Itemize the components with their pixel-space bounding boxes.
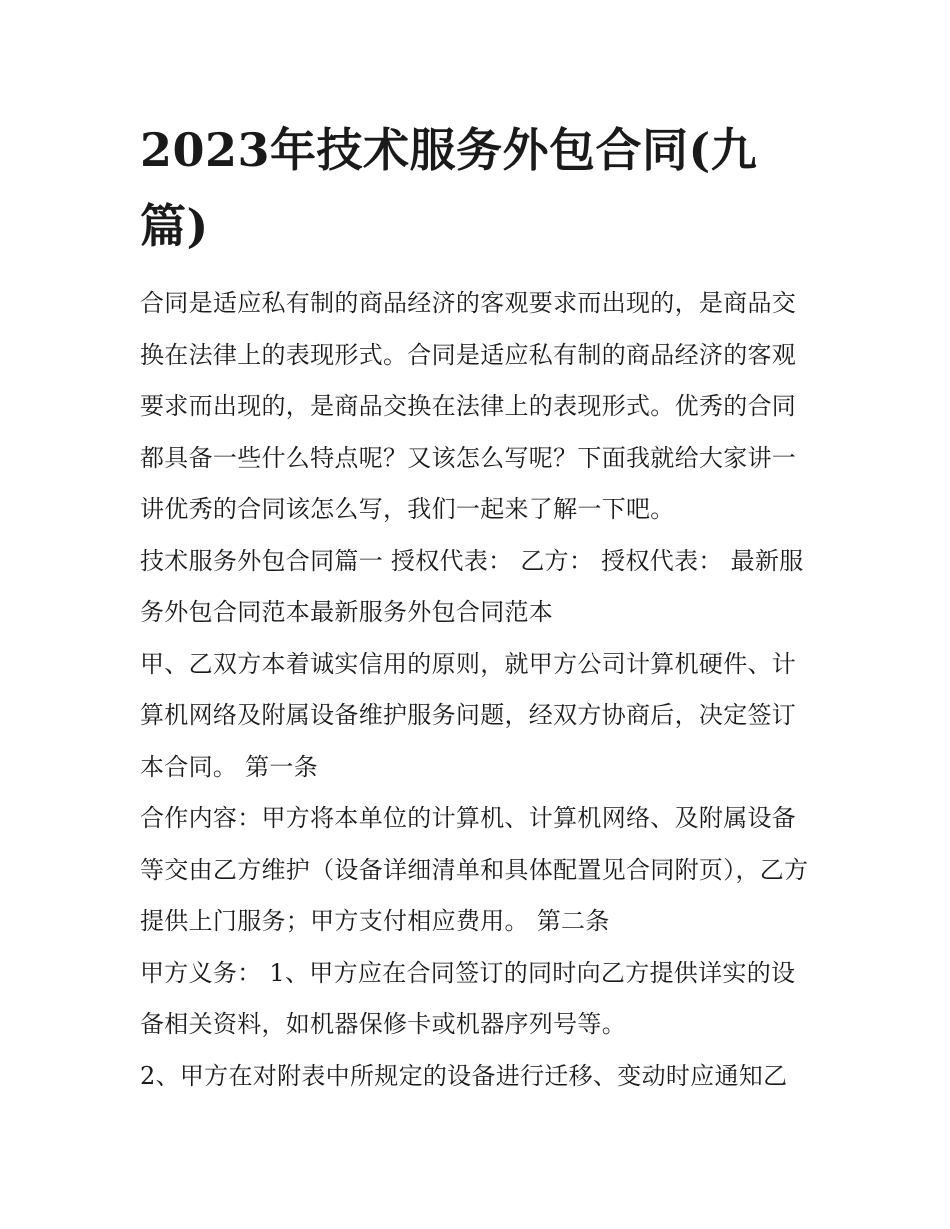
paragraph-party-a-relocation: 2、甲方在对附表中所规定的设备进行迁移、变动时应通知乙 xyxy=(140,1061,788,1090)
document-title: 2023年技术服务外包合同(九篇) xyxy=(140,123,758,253)
paragraph-preamble: 甲、乙双方本着诚实信用的原则，就甲方公司计算机硬件、计算机网络及附属设备维护服务问题，经双方协商后，决定签订本合同。 第一条 xyxy=(140,649,797,781)
paragraph-party-a-obligations: 甲方义务： 1、甲方应在合同签订的同时向乙方提供详实的设备相关资料，如机器保修卡或机器序列号等。 xyxy=(140,958,796,1038)
paragraph-section-one-heading: 技术服务外包合同篇一 授权代表： 乙方： 授权代表： 最新服务外包合同范本最新服务外包合同范本 xyxy=(140,546,804,626)
document-page xyxy=(140,112,812,1102)
paragraph-cooperation-content: 合作内容：甲方将本单位的计算机、计算机网络、及附属设备等交由乙方维护（设备详细清单和具体配置见合同附页），乙方提供上门服务；甲方支付相应费用。 第二条 xyxy=(140,804,809,935)
paragraph-intro: 合同是适应私有制的商品经济的客观要求而出现的，是商品交换在法律上的表现形式。合同是适应私有制的商品经济的客观要求而出现的，是商品交换在法律上的表现形式。优秀的合同都具备一些什么特点呢？又该怎么写呢？下面我就给大家讲一讲优秀的合同该怎么写，我们一起来了解一下吧。 xyxy=(140,289,797,523)
